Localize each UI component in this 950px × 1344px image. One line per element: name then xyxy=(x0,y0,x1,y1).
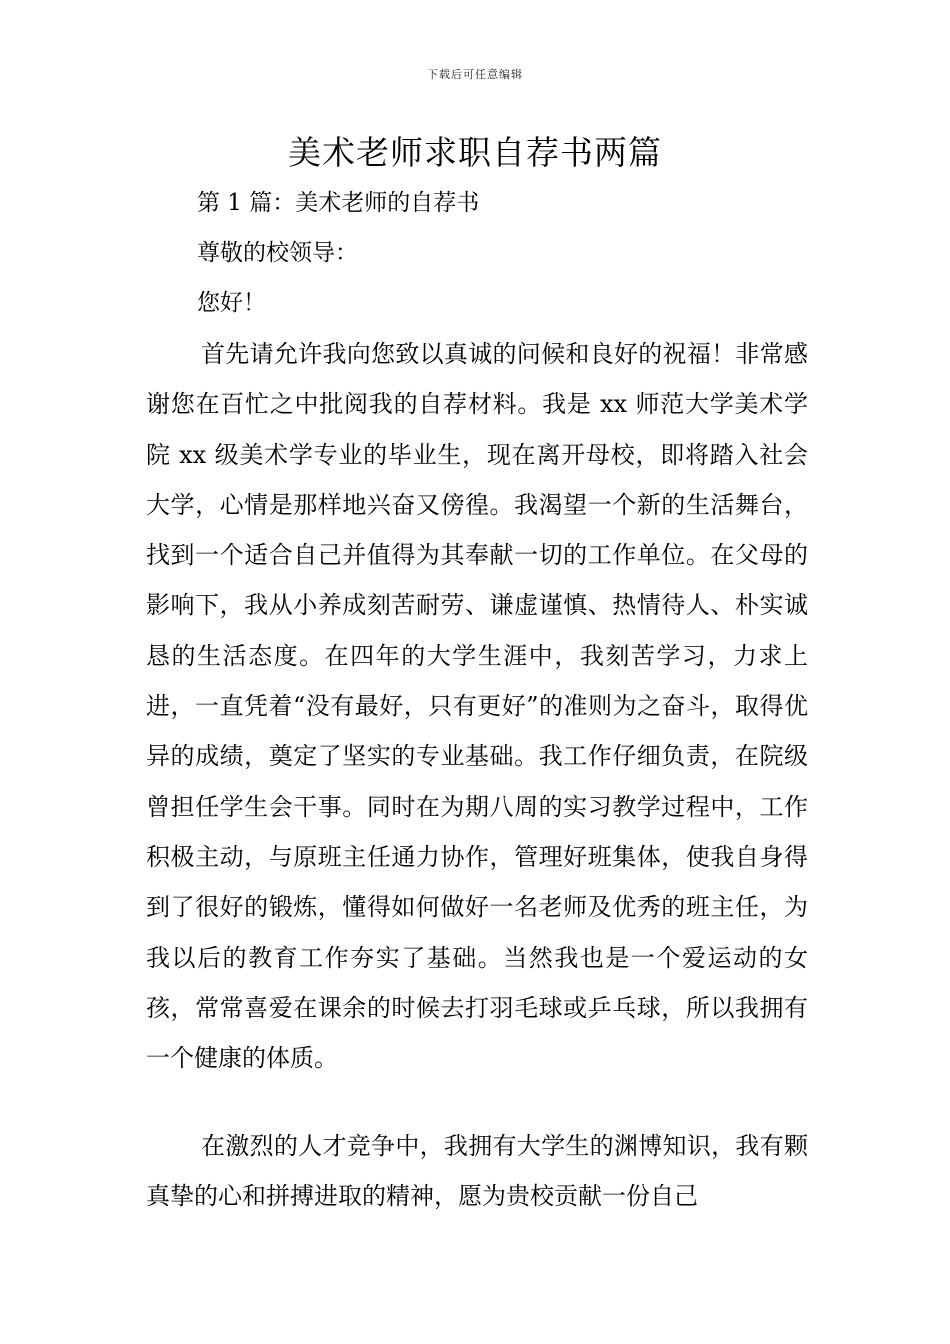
section-heading: 第 1 篇：美术老师的自荐书 xyxy=(197,190,480,216)
page-header-note: 下载后可任意编辑 xyxy=(427,68,523,81)
salutation: 尊敬的校领导： xyxy=(197,240,358,266)
greeting: 您好！ xyxy=(197,290,266,316)
document-title: 美术老师求职自荐书两篇 xyxy=(288,133,662,172)
body-paragraph-2: 在激烈的人才竞争中，我拥有大学生的渊博知识，我有颗真挚的心和拼搏进取的精神，愿为贵校贡献一份自己 xyxy=(146,1132,808,1211)
body-paragraph-1: 首先请允许我向您致以真诚的问候和良好的祝福！非常感谢您在百忙之中批阅我的自荐材料。我是 xx 师范大学美术学院 xx 级美术学专业的毕业生，现在离开母校，即将踏入社会大学，心情是那样地兴奋又傍徨。我渴望一个新的生活舞台，找到一个适合自己并值得为其奉献一切的工作单位。在父母的影响下，我从小养成刻苦耐劳、谦虚谨慎、热情待人、朴实诚恳的生活态度。在四年的大学生涯中，我刻苦学习，力求上进，一直凭着“没有最好，只有更好”的准则为之奋斗，取得优异的成绩，奠定了坚实的专业基础。我工作仔细负责，在院级曾担任学生会干事。同时在为期八周的实习教学过程中，工作积极主动，与原班主任通力协作，管理好班集体，使我自身得到了很好的锻炼，懂得如何做好一名老师及优秀的班主任，为我以后的教育工作夯实了基础。当然我也是一个爱运动的女孩，常常喜爱在课余的时候去打羽毛球或乒乓球，所以我拥有一个健康的体质。 xyxy=(146,340,808,1073)
